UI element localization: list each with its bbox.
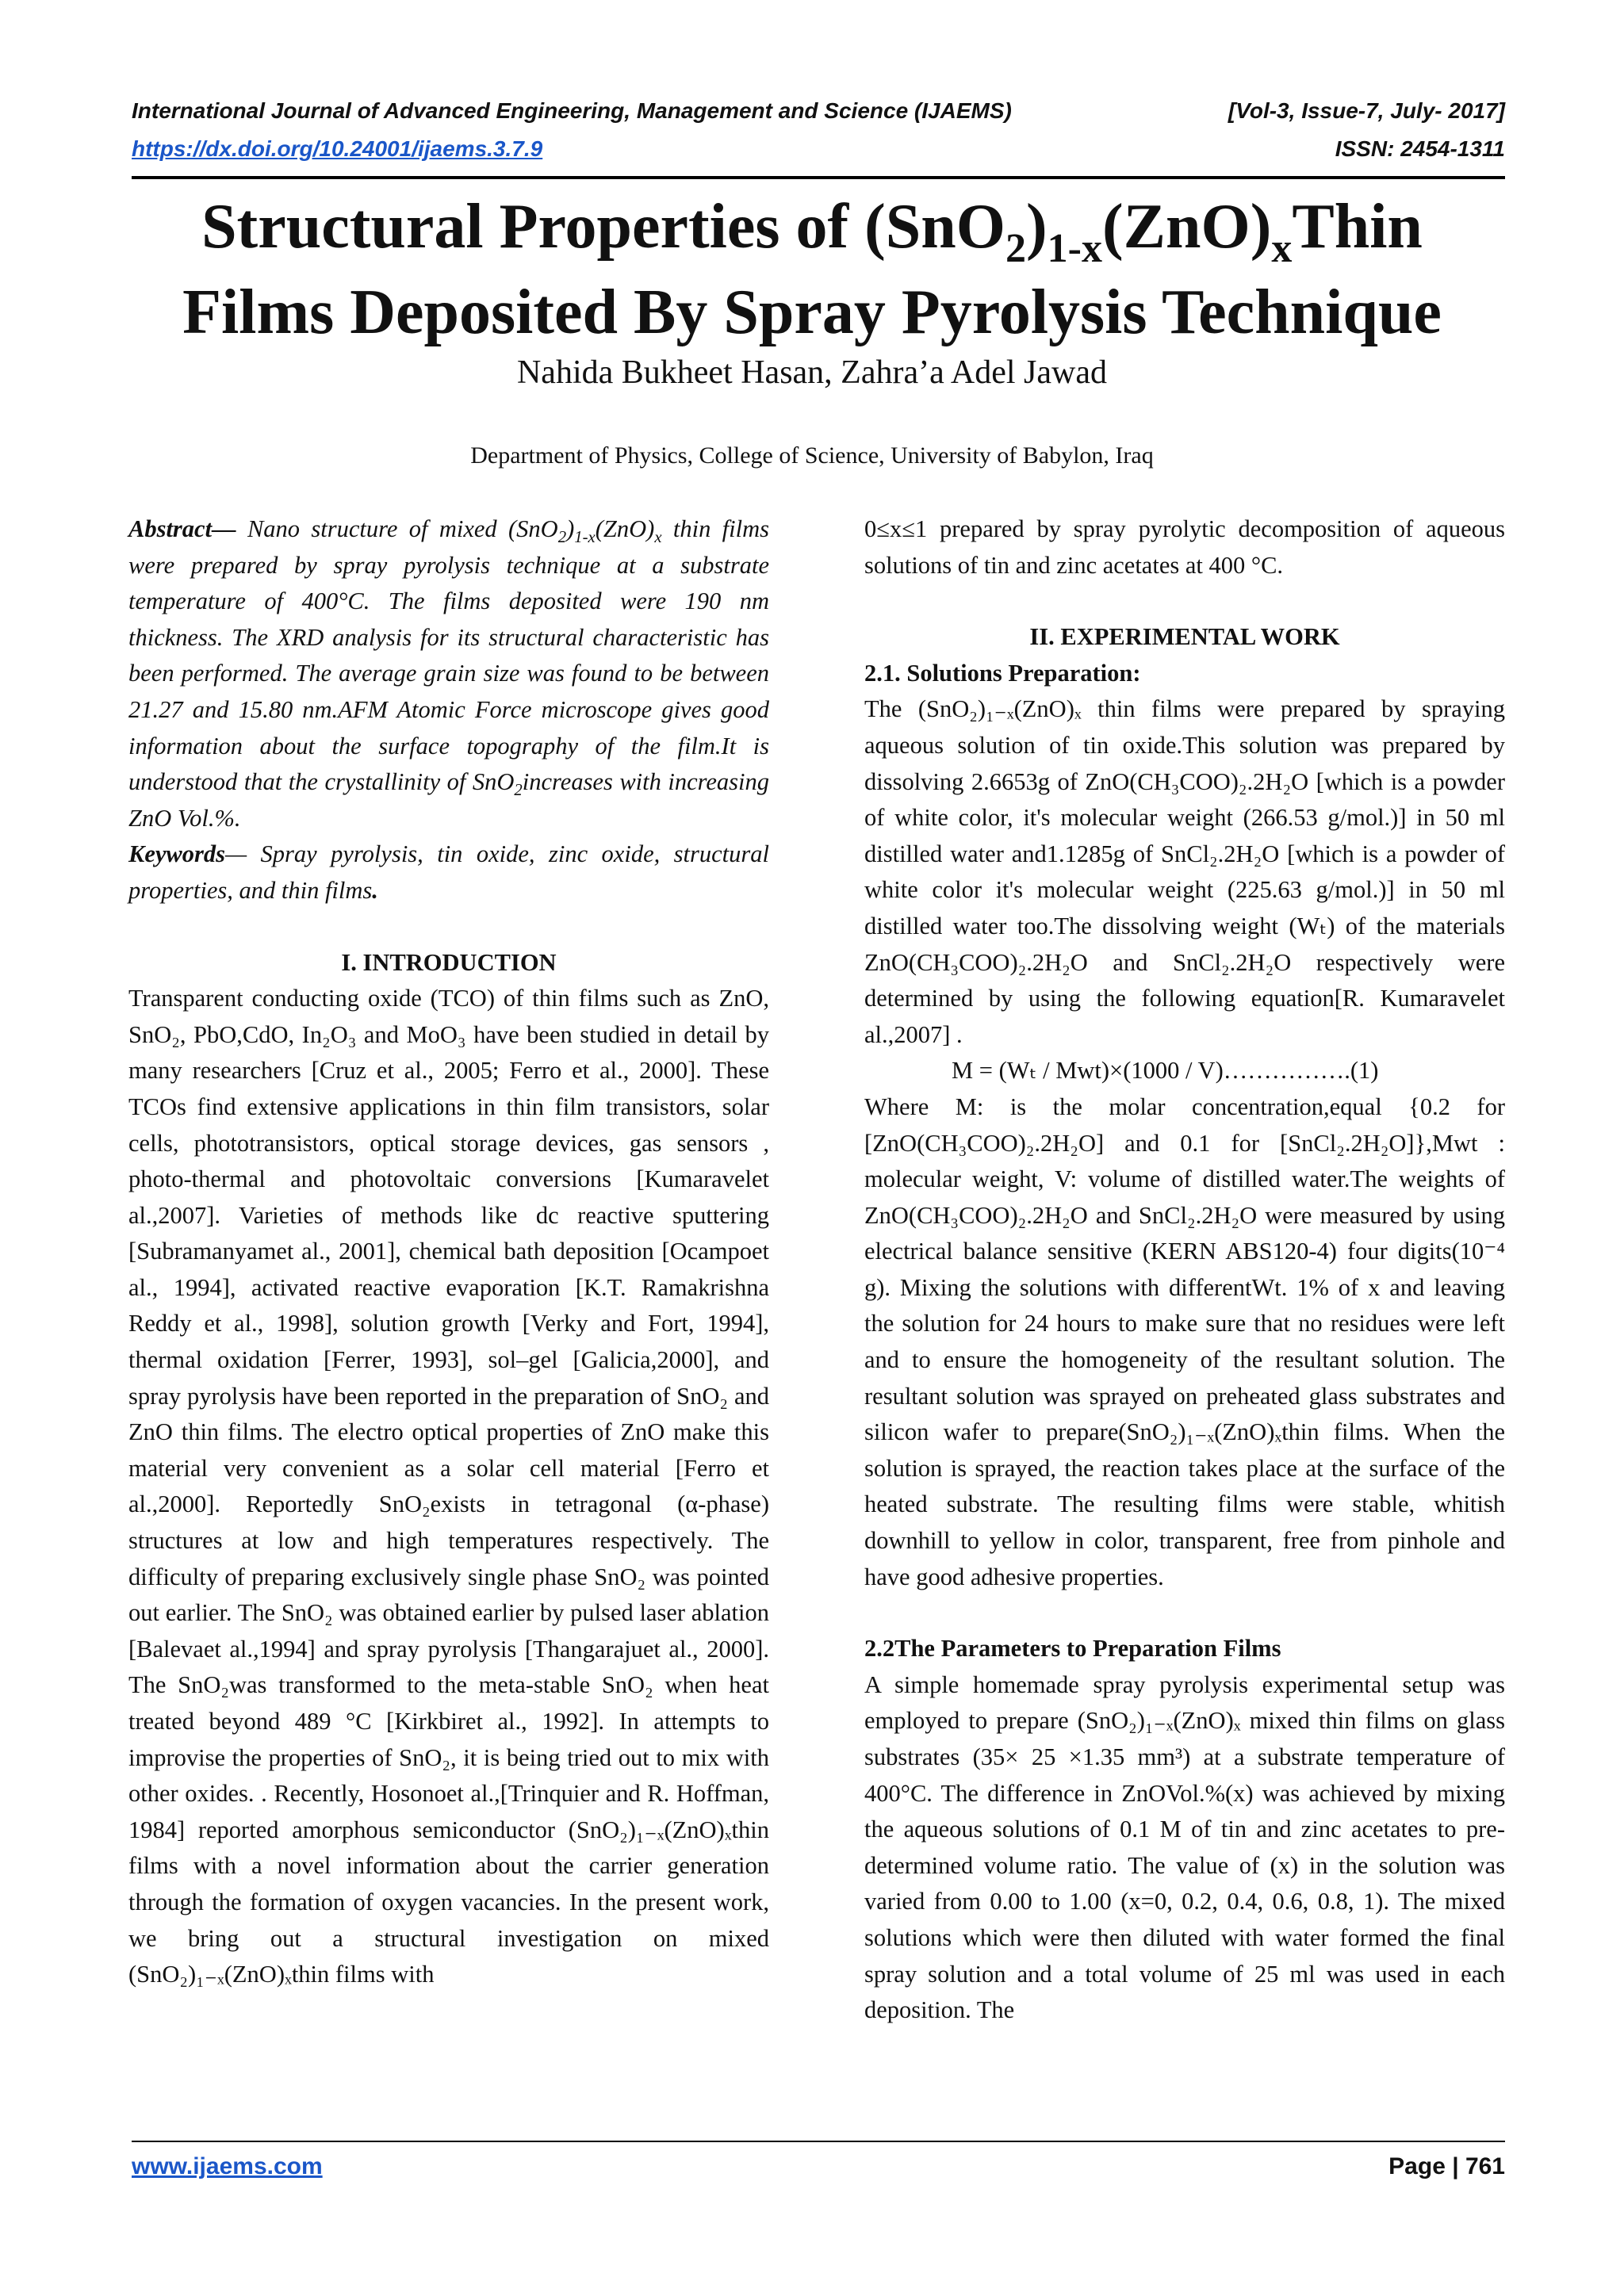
title-line-2: Films Deposited By Spray Pyrolysis Technique <box>182 277 1442 347</box>
equation-1: M = (Wₜ / Mwt)×(1000 / V)…………….(1) <box>952 1057 1379 1085</box>
volume-info: [Vol-3, Issue-7, July- 2017] <box>1228 98 1505 123</box>
subheading-parameters: 2.2The Parameters to Preparation Films <box>864 1635 1281 1663</box>
parameters-text: A simple homemade spray pyrolysis experimental setup was employed to prepare (SnO₂)₁₋ₓ(ZnO)ₓ mixed thin films on glass substrates (35× 25 ×1.35 mm³) at a substrate temperature of 400°C. The difference in ZnOVol.%(x) was achieved by mixing the aqueous solutions of 0.1 M of tin and zinc acetates to pre-determined volume ratio. The value of (x) in the solution was varied from 0.00 to 1.00 (x=0, 0.2, 0.4, 0.6, 0.8, 1). The mixed solutions which were then diluted with water formed the final spray solution and a total volume of 25 ml was used in each deposition. The <box>864 1670 1505 2024</box>
abstract-label: Abstract— <box>128 515 236 542</box>
journal-name: International Journal of Advanced Engineering, Management and Science (IJAEMS) <box>132 98 1012 123</box>
footer-rule <box>132 2141 1505 2142</box>
page-number: Page | 761 <box>1388 2153 1505 2179</box>
intro-continuation: 0≤x≤1 prepared by spray pyrolytic decomposition of aqueous solutions of tin and zinc acetates at 400 °C. <box>864 515 1505 579</box>
solutions-text-2: Where M: is the molar concentration,equal {0.2 for [ZnO(CH₃COO)₂.2H₂O] and 0.1 for [SnCl₂.2H₂O]},Mwt : molecular weight, V: volume of distilled water.The weights of ZnO(CH₃COO)₂.2H₂O and SnCl₂.2H₂O were measured by using electrical balance sensitive (KERN ABS120-4) four digits(10⁻⁴ g). Mixing the solutions with differentWt. 1% of x and leaving the solution for 24 hours to make sure that no residues were left and to ensure the homogeneity of the resultant solution. The resultant solution was sprayed on preheated glass substrates and silicon wafer to prepare(SnO₂)₁₋ₓ(ZnO)ₓthin films. When the solution is sprayed, the reaction takes place at the surface of the heated substrate. The resulting films were stable, whitish downhill to yellow in color, transparent, free from pinhole and have good adhesive properties. <box>864 1093 1505 1590</box>
website-link[interactable]: www.ijaems.com <box>132 2153 323 2179</box>
right-column <box>864 511 1505 2029</box>
abstract: Abstract— Nano structure of mixed $(SnO_2)_{1-x}(ZnO)_x$ thin films were prepared by spray pyrolysis technique at a substrate temperature of 400°C. The films deposited were 190 nm thickness. The XRD analysis for its structural characteristic has been performed. The average grain size was found to be between 21.27 and 15.80 nm.AFM Atomic Force microscope gives good information about the surface topography of the film.It is understood that the crystallinity of SnO$_2$increases with increasing ZnO Vol.%. Keywords— Spray pyrolysis, tin oxide, zinc oxide, structural properties, and thin films. <box>128 515 770 904</box>
issn: ISSN: 2454-1311 <box>1335 136 1505 161</box>
keywords-label: Keywords <box>128 840 225 868</box>
paper-title <box>79 184 1545 355</box>
footer <box>132 2153 1505 2180</box>
affiliation: Department of Physics, College of Science, University of Babylon, Iraq <box>470 442 1154 469</box>
solutions-text: The (SnO₂)₁₋ₓ(ZnO)ₓ thin films were prepared by spraying aqueous solution of tin oxide.This solution was prepared by dissolving 2.6653g of ZnO(CH₃COO)₂.2H₂O [which is a powder of white color, it's molecular weight (266.53 g/mol.)] in 50 ml distilled water and1.1285g of SnCl₂.2H₂O [which is a powder of white color it's molecular weight (225.63 g/mol.)] in 50 ml distilled water too.The dissolving weight (Wₜ) of the materials ZnO(CH₃COO)₂.2H₂O and SnCl₂.2H₂O respectively were determined by using the following equation[R. Kumaravelet al.,2007] . <box>864 695 1505 1048</box>
doi-row <box>132 136 1505 162</box>
left-column <box>128 511 769 1993</box>
introduction-text: Transparent conducting oxide (TCO) of thin films such as ZnO, SnO₂, PbO,CdO, In₂O₃ and MoO₃ have been studied in detail by many researchers [Cruz et al., 2005; Ferro et al., 2000]. These TCOs find extensive applications in thin film transistors, solar cells, phototransistors, optical storage devices, gas sensors , photo-thermal and photovoltaic conversions [Kumaravelet al.,2007]. Varieties of methods like dc reactive sputtering [Subramanyamet al., 2001], chemical bath deposition [Ocampoet al., 1994], activated reactive evaporation [K.T. Ramakrishna Reddy et al., 1998], solution growth [Verky and Fort, 1994], thermal oxidation [Ferrer, 1993], sol–gel [Galicia,2000], and spray pyrolysis have been reported in the preparation of SnO₂ and ZnO thin films. The electro optical properties of ZnO make this material very convenient as a solar cell material [Ferro et al.,2000]. Reportedly SnO₂exists in tetragonal (α-phase) structures at low and high temperatures respectively. The difficulty of preparing exclusively single phase SnO₂ was pointed out earlier. The SnO₂ was obtained earlier by pulsed laser ablation [Balevaet al.,1994] and spray pyrolysis [Thangarajuet al., 2000]. The SnO₂was transformed to the meta-stable SnO₂ when heat treated beyond 489 °C [Kirkbiret al., 1992]. In attempts to improvise the properties of SnO₂, it is being tried out to mix with other oxides. . Recently, Hosonoet al.,[Trinquier and R. Hoffman, 1984] reported amorphous semiconductor (SnO₂)₁₋ₓ(ZnO)ₓthin films with a novel information about the carrier generation through the formation of oxygen vacancies. In the present work, we bring out a structural investigation on mixed (SnO₂)₁₋ₓ(ZnO)ₓthin films with <box>128 985 769 1988</box>
section-heading-introduction: I. INTRODUCTION <box>341 948 557 976</box>
header-rule <box>132 176 1505 179</box>
doi-link[interactable]: https://dx.doi.org/10.24001/ijaems.3.7.9 <box>132 136 543 161</box>
title-line-1: Structural Properties of $(SnO_2)_{1-x}(ZnO)_xThin$ <box>201 192 1423 271</box>
section-heading-experimental: II. EXPERIMENTAL WORK <box>1029 623 1340 651</box>
authors: Nahida Bukheet Hasan, Zahra’a Adel Jawad <box>516 354 1108 391</box>
subheading-solutions: 2.1. Solutions Preparation: <box>864 659 1141 687</box>
running-header <box>132 98 1505 124</box>
